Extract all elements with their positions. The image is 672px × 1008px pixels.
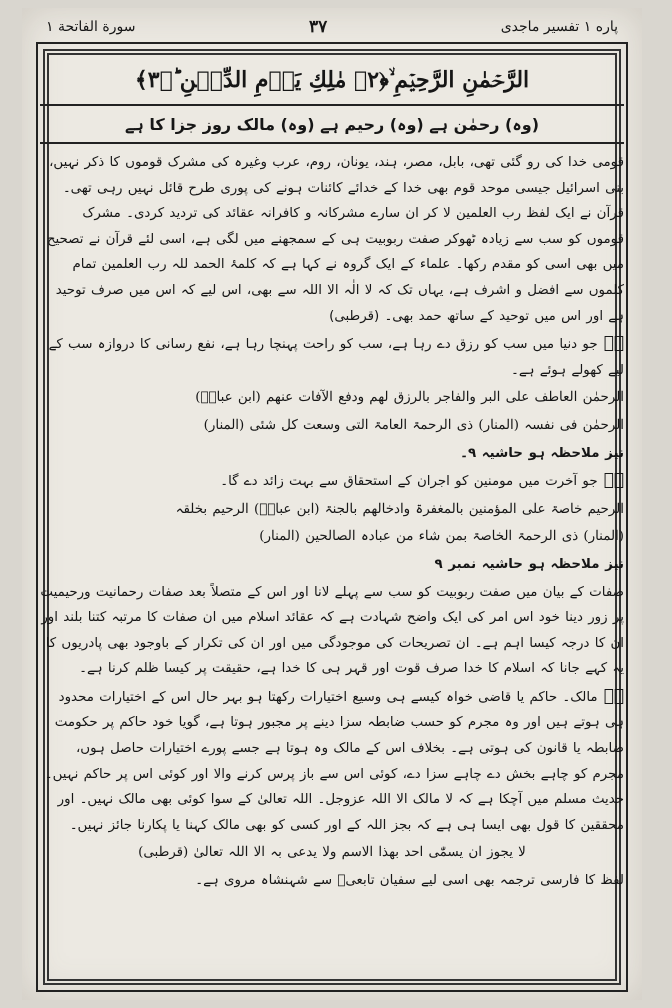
arabic-quote: لا یجوز ان یسمّٰی احد بھذا الاسم ولا یدعی بہ الا اللہ تعالیٰ (قرطبی) — [138, 845, 526, 861]
footnote-label: ۳ؔ — [603, 333, 624, 354]
header-left: سورة الفاتحة ۱ — [46, 19, 136, 35]
footnote-text: مالک۔ حاکم یا قاضی خواہ کیسے ہی وسیع اختیارات رکھتا ہو بہر حال اس کے اختیارات محدود ہی ہوتے ہیں اور وہ مجرم کو حسب ضابطہ سزا دینے پر مجبور ہوتا ہے، گویا خود حاکم پر حکومت ضابطہ یا قانون کی ہوتی ہے۔ بخلاف اس کے مالک وہ ہوتا ہے جسے پورے اختیارات حاصل ہوں، مجرم کو چاہے بخش دے چاہے سزا دے، کوئی اس سے باز پرس کرنے والا اور کوئی اس پر حاکم نہیں۔ حدیث مسلم میں آچکا ہے کہ لا مالک الا اللہ عزوجل۔ اللہ تعالیٰ کے سوا کوئی بھی مالک نہیں۔ اور محققین کا قول بھی ایسا ہی ہے کہ بجز اللہ کے اور کسی کو بھی مالک کہنا یا پکارنا جائز نہیں۔ — [44, 689, 624, 833]
arabic-quote: الرحیم خاصۃ علی المؤمنین بالمغفرۃ وادخالھم بالجنۃ (ابن عباسؓ) الرحیم بخلقہ — [175, 501, 624, 517]
cross-reference: نیز ملاحظہ ہو حاشیہ نمبر ۹ — [434, 556, 624, 572]
page-content — [40, 56, 624, 980]
commentary-paragraph: قومی خدا کی رو گئی تھی، بابل، مصر، ہند، یونان، روم، عرب وغیرہ کی مشرک قوموں کا ذکر نہیں، بنی اسرائیل جیسی موحد قوم بھی خدا کے خدائے کائنات ہونے کی پوری طرح قائل نہیں رہی تھی۔ قرآن نے ایک لفظ رب العلمین لا کر ان سارے مشرکانہ و کافرانہ عقائد کی تردید کردی۔ مشرک قوموں کو سب سے زیادہ ٹھوکر صفت ربوبیت ہی کے سمجھنے میں لگی ہے، اسی لئے قرآن نے تصحیح میں بھی اسی کو مقدم رکھا۔ علماء کے ایک گروہ نے کہا ہے کہ کلمۂ الحمد للہ رب العلمین تمام کلموں سے افضل و اشرف ہے، یہاں تک کہ لا الٰہ الا اللہ سے بھی، اس لیے کہ اس میں صرف توحید ہے اور اس میں توحید کے ساتھ حمد بھی۔ (قرطبی) — [46, 155, 624, 324]
header-right: پاره ۱ تفسیر ماجدی — [500, 19, 618, 35]
cross-reference: نیز ملاحظہ ہو حاشیہ ۹۔ — [460, 445, 624, 461]
footnote-label: ۵ؔ — [603, 685, 624, 706]
arabic-quote: الرحمٰن العاطف علی البر والفاجر بالرزق لھم ودفع الآفات عنھم (ابن عباسؓ) — [195, 390, 624, 406]
footnote-label: ۴ؔ — [603, 470, 624, 491]
arabic-quote: (المنار) ذی الرحمۃ الخاصۃ بمن شاء من عبادہ الصالحین (المنار) — [259, 529, 624, 545]
commentary-paragraph: لفظ کا فارسی ترجمہ بھی اسی لیے سفیان تابعیؒ سے شہنشاہ مروی ہے۔ — [195, 873, 624, 889]
footnote-rahman — [40, 331, 624, 383]
footnote-text: جو آخرت میں مومنین کو اجران کے استحقاق سے بہت زائد دے گا۔ — [220, 474, 598, 490]
quran-verse: الرَّحۡمٰنِ الرَّحِیۡمِ ۙ﴿۲﴾ مٰلِكِ یَوۡمِ الدِّیۡنِ ؕ﴿۳﴾ — [40, 56, 624, 106]
arabic-quote: الرحمٰن فی نفسہ (المنار) ذی الرحمۃ العامۃ التی وسعت کل شئی (المنار) — [203, 417, 624, 433]
commentary-paragraph: صفات کے بیان میں صفت ربوبیت کو سب سے پہلے لانا اور اس کے متصلاً بعد صفات رحمانیت ورحیمیت پر زور دینا خود اس امر کی ایک واضح شہادت ہے کہ عقائد اسلام میں ان صفات کا مرتبہ کتنا بلند اور ان کا درجہ کیسا اہم ہے۔ ان تصریحات کی موجودگی میں اور ان کی تکرار کے باوجود بھی پادریوں کا یہ کہے جانا کہ اسلام کا خدا صرف قوت اور قہر ہی کا خدا ہے، حقیقت پر کیسا ظلم کرنا ہے۔ — [40, 584, 624, 677]
footnote-text: جو دنیا میں سب کو رزق دے رہا ہے، سب کو راحت پہنچا رہا ہے، نفع رسانی کا دروازہ سب کے لیے کھولے ہوئے ہے۔ — [48, 337, 624, 378]
verse-translation: (وہ) رحمٰن ہے (وہ) رحیم ہے (وہ) مالک روز جزا کا ہے — [40, 106, 624, 144]
footnote-malik — [40, 684, 624, 839]
footnote-rahim — [40, 468, 624, 495]
page-header — [36, 14, 628, 40]
page-number: ۳۷ — [308, 17, 328, 37]
book-page — [22, 8, 642, 1000]
